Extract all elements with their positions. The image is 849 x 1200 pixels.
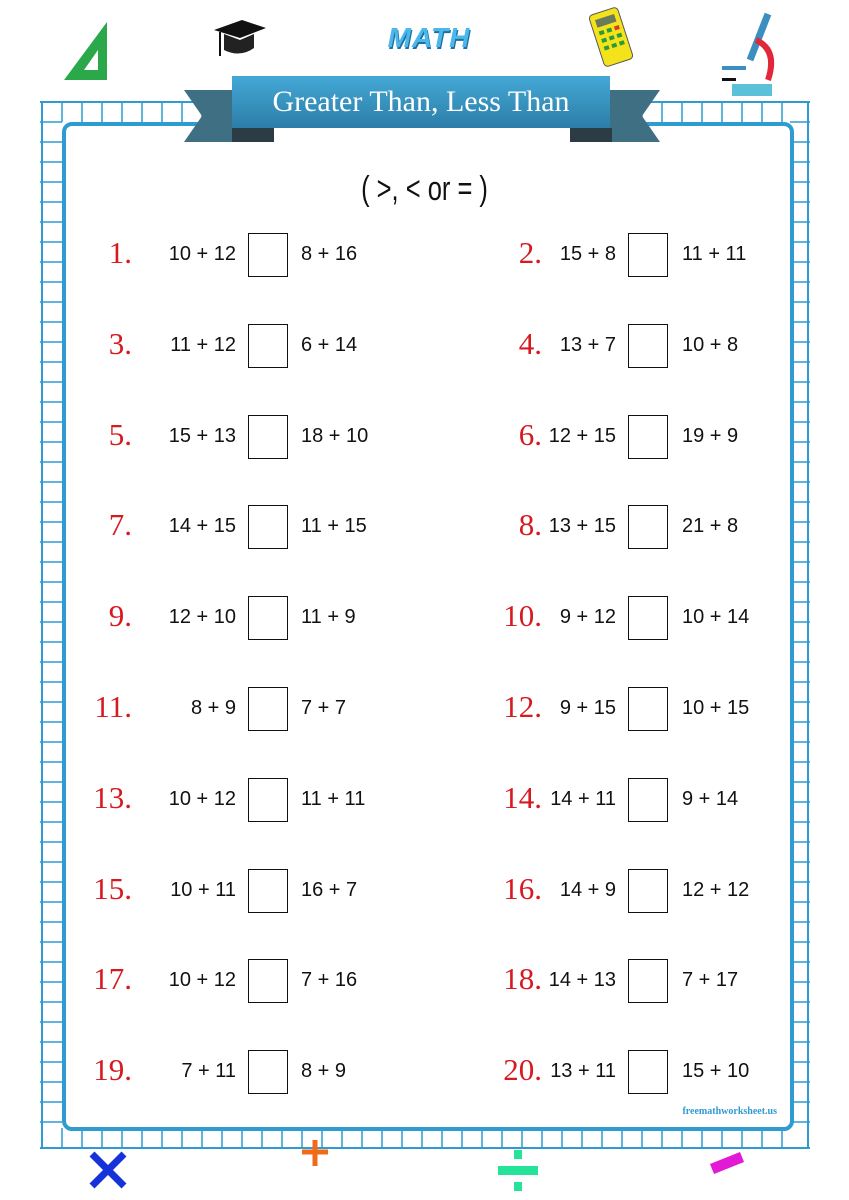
right-expression: 18 + 10	[301, 424, 369, 447]
answer-box[interactable]	[248, 505, 288, 549]
answer-box[interactable]	[248, 415, 288, 459]
problem-number: 7.	[108, 507, 132, 543]
answer-box[interactable]	[248, 687, 288, 731]
problem-number: 18.	[503, 961, 542, 997]
right-expression: 11 + 11	[301, 787, 366, 810]
right-expression: 11 + 11	[682, 243, 747, 265]
left-expression: 14 + 13	[548, 969, 616, 992]
right-expression: 10 + 15	[682, 697, 750, 719]
problem-number: 5.	[108, 416, 132, 452]
left-expression: 11 + 12	[170, 333, 236, 356]
right-expression: 15 + 10	[682, 1060, 750, 1083]
left-expression: 14 + 11	[550, 787, 616, 810]
answer-box[interactable]	[248, 959, 288, 1003]
problem-number: 10.	[503, 598, 542, 634]
left-expression: 9 + 15	[559, 697, 616, 719]
answer-box[interactable]	[628, 869, 668, 913]
answer-box[interactable]	[248, 869, 288, 913]
footer-url: freemathworksheet.us	[682, 1106, 777, 1117]
right-expression: 8 + 16	[301, 243, 358, 265]
answer-box[interactable]	[248, 778, 288, 822]
math-logo: MATH	[387, 22, 471, 53]
answer-box[interactable]	[248, 233, 288, 277]
answer-box[interactable]	[628, 1050, 668, 1094]
problem-number: 12.	[503, 689, 542, 724]
left-expression: 12 + 10	[168, 606, 236, 629]
answer-box[interactable]	[628, 415, 668, 459]
calculator-icon	[584, 6, 638, 68]
answer-box[interactable]	[628, 324, 668, 368]
right-expression: 8 + 9	[301, 1060, 347, 1083]
problem-number: 2.	[518, 235, 542, 270]
problem-number: 13.	[93, 779, 132, 815]
problem-number: 19.	[93, 1052, 132, 1088]
right-expression: 21 + 8	[682, 515, 739, 538]
problem-number: 1.	[108, 235, 132, 270]
left-expression: 8 + 9	[190, 697, 236, 719]
instructions: ( >, < or = )	[361, 170, 488, 208]
left-expression: 15 + 13	[168, 424, 236, 447]
answer-box[interactable]	[248, 324, 288, 368]
right-expression: 19 + 9	[682, 424, 739, 447]
right-expression: 11 + 15	[301, 515, 367, 538]
answer-box[interactable]	[628, 596, 668, 640]
problem-number: 20.	[503, 1052, 542, 1088]
minus-icon	[706, 1150, 746, 1176]
answer-box[interactable]	[628, 959, 668, 1003]
problem-number: 14.	[503, 779, 542, 815]
right-expression: 7 + 16	[301, 969, 358, 992]
plus-icon	[300, 1138, 330, 1168]
answer-box[interactable]	[248, 1050, 288, 1094]
answer-box[interactable]	[628, 778, 668, 822]
divide-icon	[496, 1148, 540, 1196]
right-expression: 11 + 9	[301, 606, 356, 629]
set-square-icon	[62, 20, 112, 82]
problem-number: 15.	[93, 870, 132, 906]
page-title: Greater Than, Less Than	[232, 76, 610, 128]
problem-number: 8.	[518, 507, 542, 543]
right-expression: 9 + 14	[682, 787, 739, 810]
right-expression: 10 + 8	[682, 333, 739, 356]
left-expression: 9 + 12	[559, 606, 616, 629]
right-expression: 16 + 7	[301, 878, 358, 901]
answer-box[interactable]	[628, 233, 668, 277]
left-expression: 10 + 12	[168, 243, 236, 265]
problem-number: 17.	[93, 961, 132, 997]
left-expression: 15 + 8	[559, 243, 616, 265]
problem-number: 4.	[518, 325, 542, 361]
left-expression: 10 + 12	[168, 969, 236, 992]
problem-number: 3.	[108, 325, 132, 361]
multiply-icon	[88, 1150, 128, 1190]
left-expression: 14 + 9	[559, 878, 616, 901]
left-expression: 14 + 15	[168, 515, 236, 538]
left-expression: 13 + 15	[548, 515, 616, 538]
left-expression: 10 + 12	[168, 787, 236, 810]
answer-box[interactable]	[628, 505, 668, 549]
left-expression: 10 + 11	[170, 878, 236, 901]
left-expression: 7 + 11	[181, 1060, 236, 1083]
left-expression: 12 + 15	[548, 424, 616, 447]
problem-number: 6.	[518, 416, 542, 452]
right-expression: 6 + 14	[301, 333, 358, 356]
answer-box[interactable]	[628, 687, 668, 731]
right-expression: 7 + 7	[301, 697, 347, 719]
right-expression: 12 + 12	[682, 878, 750, 901]
microscope-icon	[720, 10, 780, 98]
right-expression: 7 + 17	[682, 969, 739, 992]
left-expression: 13 + 7	[559, 333, 616, 356]
problem-number: 11.	[94, 689, 132, 724]
graduation-cap-icon	[212, 18, 268, 60]
right-expression: 10 + 14	[682, 606, 750, 629]
left-expression: 13 + 11	[550, 1060, 616, 1083]
answer-box[interactable]	[248, 596, 288, 640]
problem-number: 9.	[108, 598, 132, 634]
problem-number: 16.	[503, 870, 542, 906]
